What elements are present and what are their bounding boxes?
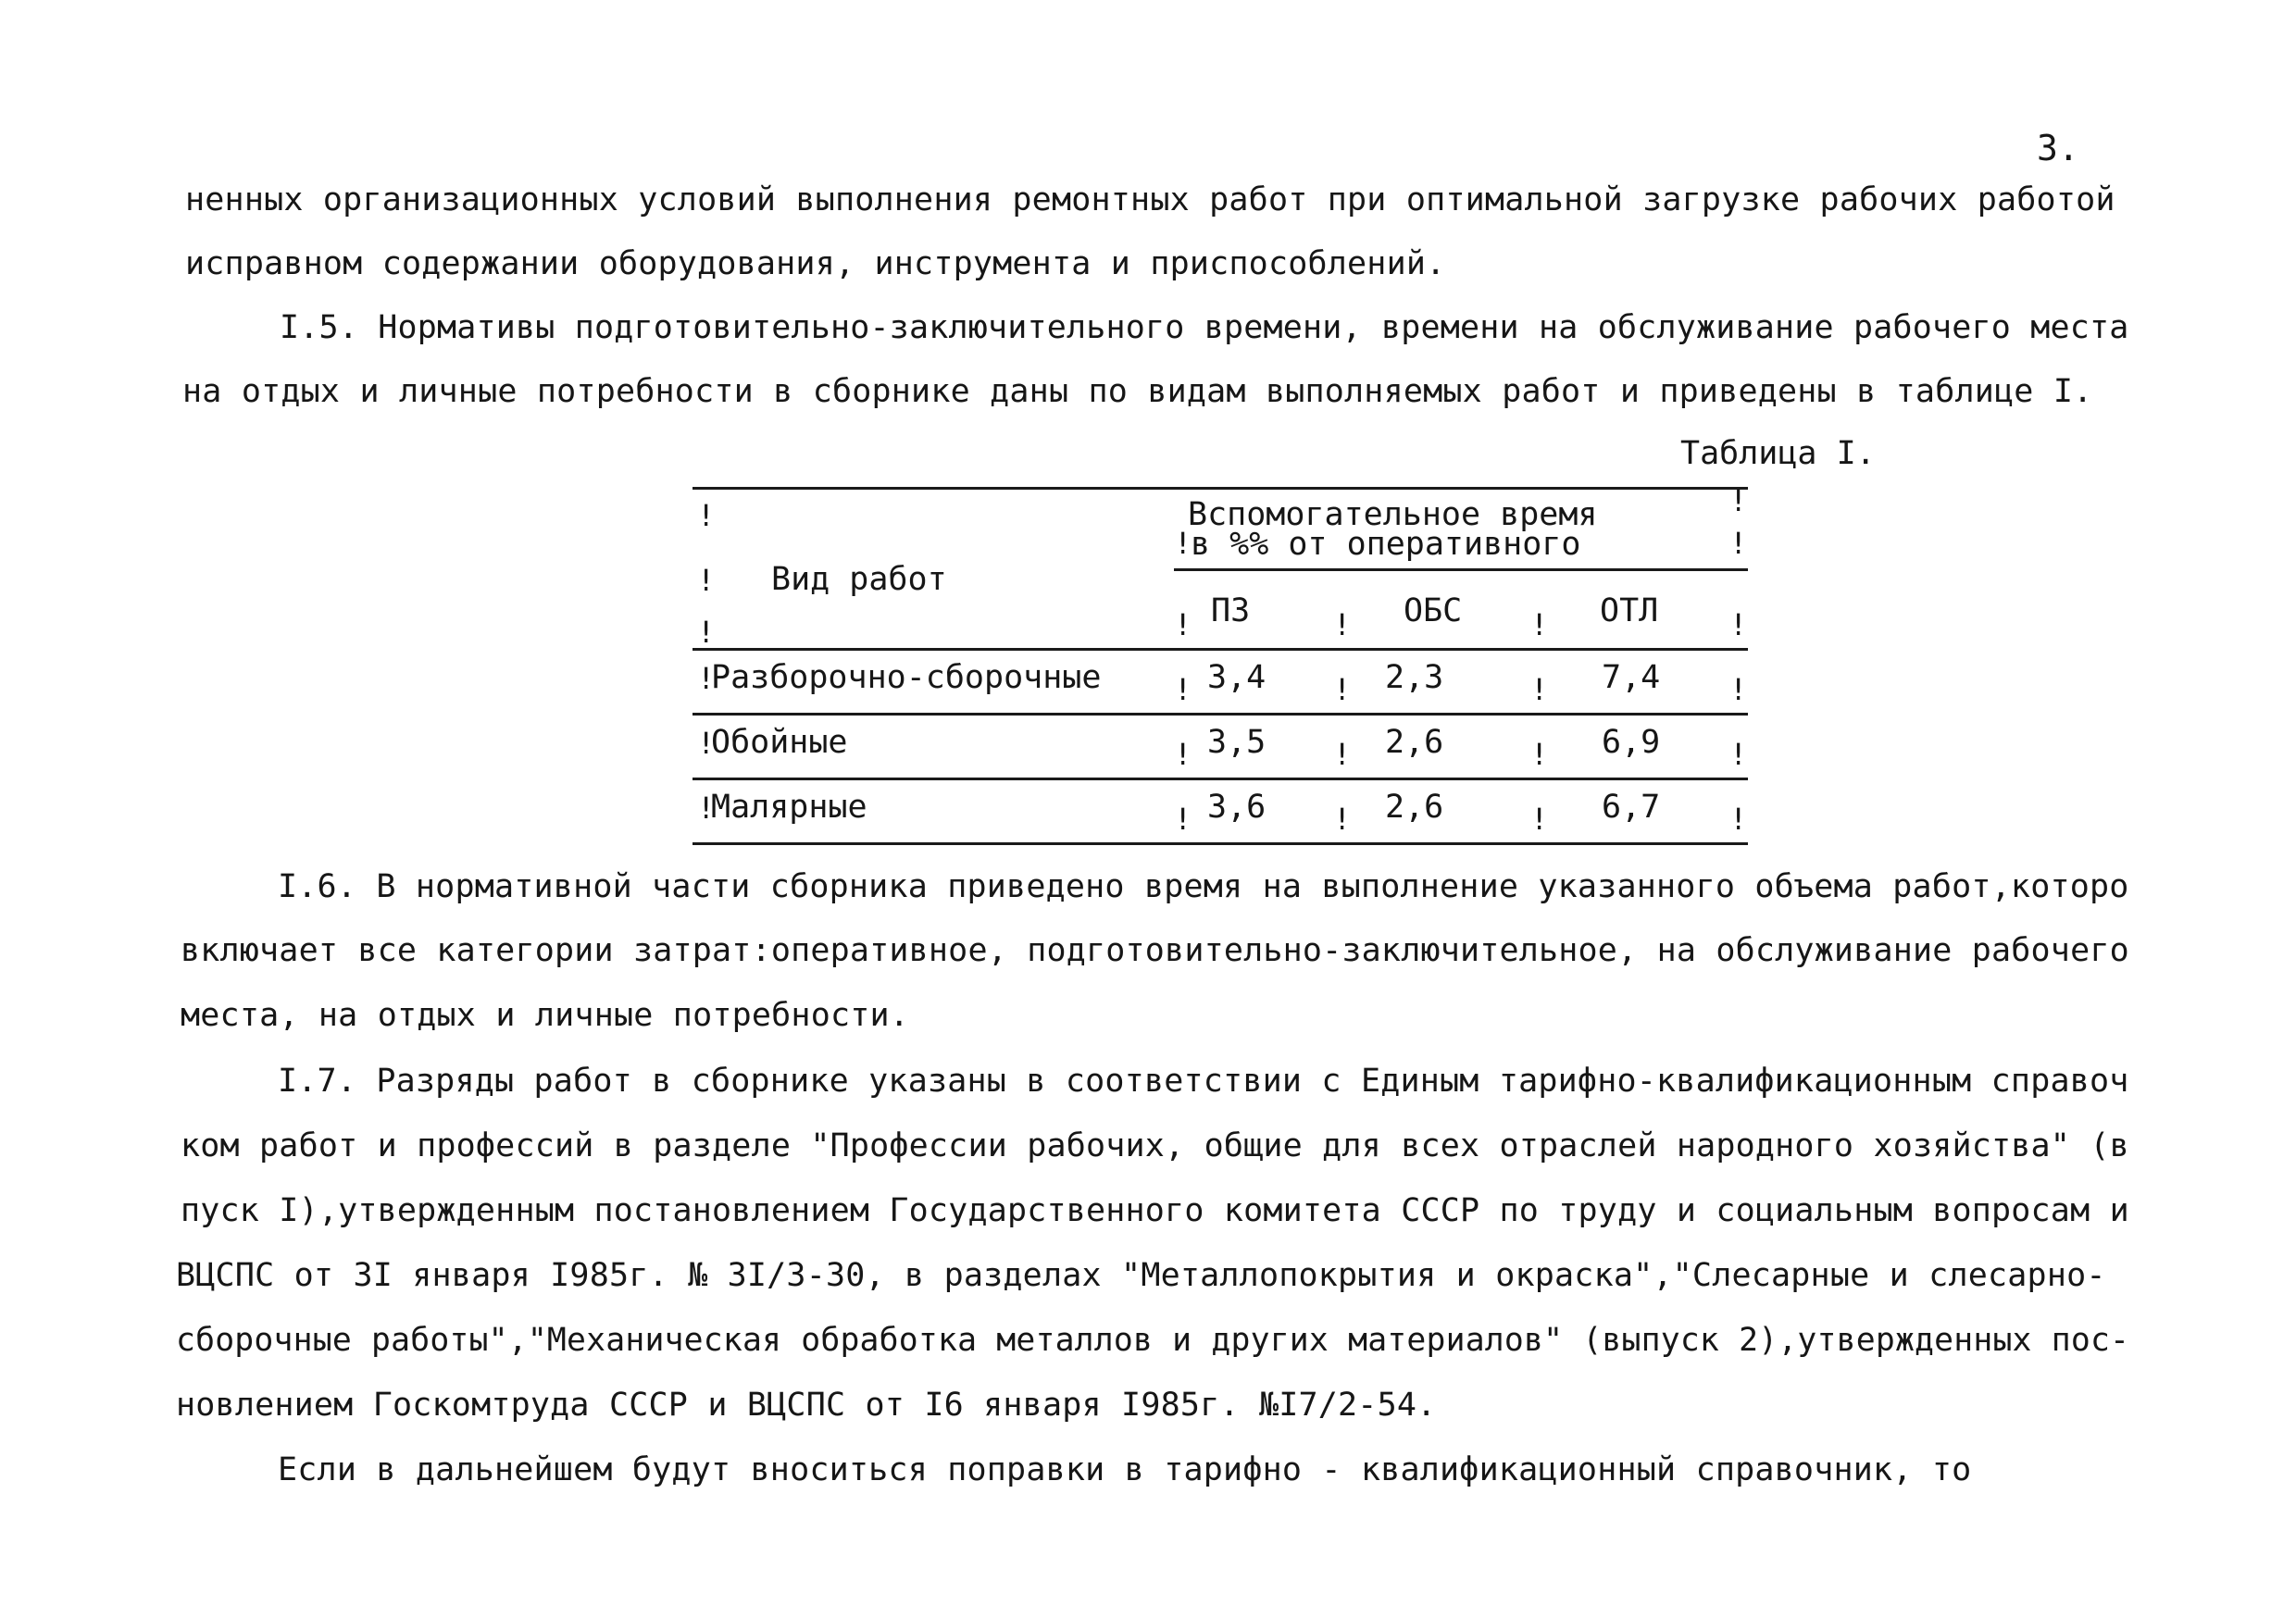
workload-table	[693, 483, 1748, 849]
table-rule-header-bottom	[693, 648, 1748, 651]
text-line: I.7. Разряды работ в сборнике указаны в соответствии с Единым тарифно-квалификационным справоч	[278, 1063, 2129, 1100]
separator-mark: !	[1174, 802, 1192, 837]
header-aux-line2: в %% от оперативного	[1191, 526, 1581, 563]
row-obs: 2,3	[1385, 659, 1444, 696]
text-line: ком работ и профессий в разделе "Профессии рабочих, общие для всех отраслей народного хозяйства" (в	[181, 1127, 2129, 1164]
text-line: места, на отдых и личные потребности.	[181, 997, 910, 1034]
separator-mark: !	[1174, 737, 1192, 772]
text-line: включает все категории затрат:оперативное, подготовительно-заключительное, на обслуживание рабочего	[181, 932, 2129, 969]
separator-mark: !	[1530, 737, 1549, 772]
table-rule-row2	[693, 778, 1748, 780]
separator-mark: !	[1333, 672, 1352, 707]
separator-mark: !	[1333, 737, 1352, 772]
separator-mark: !	[697, 726, 716, 761]
separator-mark: !	[1729, 737, 1748, 772]
separator-mark: !	[1333, 607, 1352, 642]
text-line: исправном содержании оборудования, инструмента и приспособлений.	[185, 245, 1446, 282]
row-obs: 2,6	[1385, 724, 1444, 761]
text-line: новлением Госкомтруда СССР и ВЦСПС от I6 января I985г. №I7/2-54.	[176, 1387, 1437, 1424]
text-line: пуск I),утвержденным постановлением Государственного комитета СССР по труду и социальным вопросам и	[181, 1192, 2129, 1229]
row-pz: 3,6	[1207, 789, 1267, 826]
separator-mark: !	[1530, 672, 1549, 707]
separator-mark: !	[697, 615, 716, 650]
table-rule-header-mid	[1174, 568, 1748, 571]
separator-mark: !	[1729, 672, 1748, 707]
separator-mark: !	[697, 661, 716, 696]
row-otl: 7,4	[1602, 659, 1661, 696]
separator-mark: !	[1174, 607, 1192, 642]
row-pz: 3,4	[1207, 659, 1267, 696]
separator-mark: !	[1729, 526, 1748, 561]
separator-mark: !	[1333, 802, 1352, 837]
table-rule-bottom	[693, 842, 1748, 845]
col-obs: ОБС	[1404, 592, 1463, 629]
separator-mark: !	[697, 498, 716, 533]
table-rule-top	[693, 487, 1748, 490]
text-line: I.5. Нормативы подготовительно-заключительного времени, времени на обслуживание рабочего места	[280, 309, 2129, 346]
text-line: на отдых и личные потребности в сборнике даны по видам выполняемых работ и приведены в таблице I.	[182, 373, 2093, 410]
row-pz: 3,5	[1207, 724, 1267, 761]
text-line: ВЦСПС от 3I января I985г. № 3I/3-30, в разделах "Металлопокрытия и окраска","Слесарные и слесарно-	[176, 1257, 2106, 1294]
table-caption: Таблица I.	[1680, 435, 1876, 472]
header-aux-line1: Вспомогательное время	[1188, 496, 1598, 533]
separator-mark: !	[1174, 526, 1192, 561]
separator-mark: !	[1174, 672, 1192, 707]
separator-mark: !	[1729, 483, 1748, 518]
separator-mark: !	[1530, 607, 1549, 642]
col-otl: ОТЛ	[1600, 592, 1659, 629]
separator-mark: !	[1530, 802, 1549, 837]
separator-mark: !	[697, 563, 716, 598]
text-line: Если в дальнейшем будут вноситься поправки в тарифно - квалификационный справочник, то	[278, 1451, 1972, 1488]
text-line: I.6. В нормативной части сборника приведено время на выполнение указанного объема работ,которо	[278, 868, 2129, 905]
separator-mark: !	[1729, 607, 1748, 642]
col-pz: ПЗ	[1211, 592, 1251, 629]
row-obs: 2,6	[1385, 789, 1444, 826]
separator-mark: !	[697, 790, 716, 826]
row-name: Разборочно-сборочные	[711, 659, 1102, 696]
separator-mark: !	[1729, 802, 1748, 837]
text-line: сборочные работы","Механическая обработка металлов и других материалов" (выпуск 2),утвержденных пос-	[176, 1322, 2130, 1359]
page-number: 3.	[2037, 128, 2079, 168]
row-name: Обойные	[711, 724, 848, 761]
row-name: Малярные	[711, 789, 867, 826]
row-otl: 6,9	[1602, 724, 1661, 761]
header-work-type: Вид работ	[771, 561, 947, 598]
table-rule-row1	[693, 713, 1748, 716]
row-otl: 6,7	[1602, 789, 1661, 826]
text-line: ненных организационных условий выполнения ремонтных работ при оптимальной загрузке рабочих работой	[185, 181, 2115, 218]
